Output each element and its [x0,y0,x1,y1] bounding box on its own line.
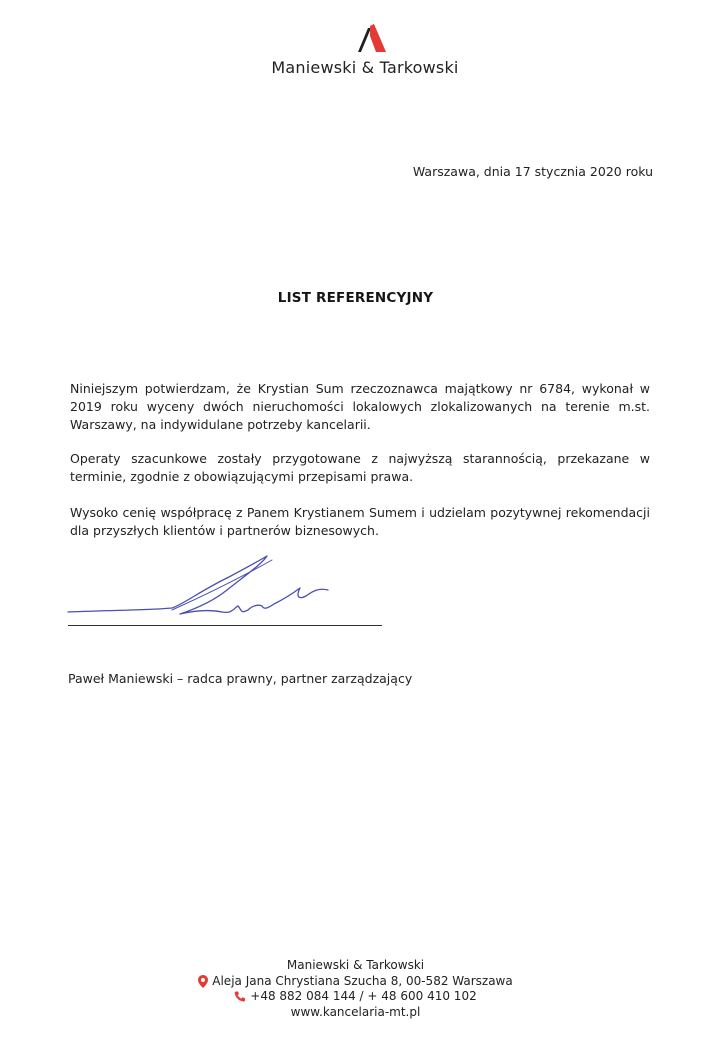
footer-address: Aleja Jana Chrystiana Szucha 8, 00-582 Warszawa [212,973,513,988]
signer-name: Paweł Maniewski – radca prawny, partner zarządzający [68,671,413,686]
logo-mark-icon [350,22,390,56]
paragraph-1: Niniejszym potwierdzam, że Krystian Sum rzeczoznawca majątkowy nr 6784, wykonał w 2019 roku wyceny dwóch nieruchomości lokalowych zlokalizowanych na terenie m.st. Warszawy, na indywidulane potrzeby kancelarii. [70,381,650,432]
document-title: LIST REFERENCYJNY [277,290,434,306]
footer-phones: +48 882 084 144 / + 48 600 410 102 [250,989,477,1003]
paragraph-2: Operaty szacunkowe zostały przygotowane z najwyższą starannością, przekazane w terminie, zgodnie z obowiązującymi przepisami prawa. [70,451,650,484]
letter-date: Warszawa, dnia 17 stycznia 2020 roku [412,164,653,179]
signature-line [68,625,382,626]
footer [0,958,711,1020]
logo-text: Maniewski & Tarkowski [271,58,459,77]
location-pin-icon [198,975,208,988]
paragraph-3: Wysoko cenię współpracę z Panem Krystianem Sumem i udzielam pozytywnej rekomendacji dla przyszłych klientów i partnerów biznesowych. [70,505,650,538]
footer-address-row [0,974,711,990]
footer-company: Maniewski & Tarkowski [286,958,425,972]
footer-website[interactable]: www.kancelaria-mt.pl [290,1004,421,1019]
phone-icon [234,991,246,1002]
footer-phone-row [0,989,711,1005]
handwritten-signature [62,550,392,640]
